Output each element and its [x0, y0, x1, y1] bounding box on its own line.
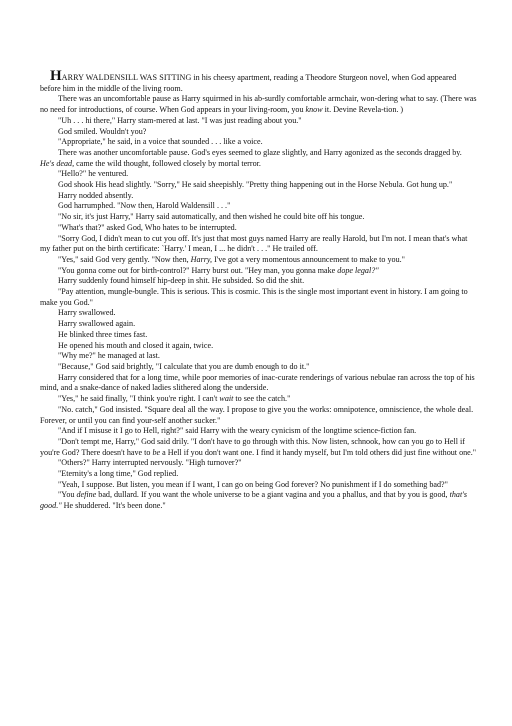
- text-run: "Hello?" he ventured.: [58, 169, 129, 179]
- opening-paragraph: [40, 68, 478, 94]
- text-run: God smiled. Wouldn't you?: [58, 126, 147, 136]
- text-run: Harry swallowed.: [58, 308, 116, 318]
- italic-run: Harry,: [190, 254, 213, 264]
- paragraph: [40, 127, 478, 138]
- paragraph: [40, 319, 478, 330]
- paragraph: [40, 148, 478, 169]
- text-run: Harry considered that for a long time, while poor memories of inac-curate renderings of various nebulae ran across the top of his mind, and a snake-dance of naked ladies slithered along the underside.: [40, 372, 475, 393]
- paragraph: [40, 426, 478, 437]
- text-run: There was another uncomfortable pause. God's eyes seemed to glaze slightly, and Harry agonized as the seconds dragged by.: [58, 147, 462, 157]
- paragraph: [40, 287, 478, 308]
- paragraph: [40, 330, 478, 341]
- text-run: "Others?" Harry interrupted nervously. "High turnover?": [58, 458, 242, 468]
- text-run: "You: [58, 490, 77, 500]
- text-run: "Appropriate," he said, in a voice that sounded . . . like a voice.: [58, 137, 263, 147]
- paragraph: [40, 94, 478, 115]
- text-run: Harry suddenly found himself hip-deep in shit. He subsided. So did the shit.: [58, 276, 305, 286]
- text-run: bad, dullard. If you want the whole universe to be a giant vagina and you a phallus, and that by you is good,: [96, 490, 450, 500]
- text-run: "Eternity's a long time," God replied.: [58, 469, 179, 479]
- paragraph: [40, 458, 478, 469]
- text-run: "And if I misuse it I go to Hell, right?" said Harry with the weary cynicism of the longtime science-fiction fan.: [58, 426, 417, 436]
- italic-run: be: [152, 447, 161, 457]
- text-run: I've got a very momentous announcement to make to you.": [212, 254, 405, 264]
- text-run: "Uh . . . hi there," Harry stam-mered at last. "I was just reading about you.": [58, 115, 302, 125]
- italic-run: He's dead,: [40, 158, 75, 168]
- paragraph: [40, 308, 478, 319]
- paragraph: [40, 276, 478, 287]
- paragraph: [40, 266, 478, 277]
- text-run: "What's that?" asked God, Who hates to be interrupted.: [58, 222, 237, 232]
- paragraph: [40, 362, 478, 373]
- paragraph: [40, 373, 478, 394]
- opening-caps: ARRY WALDENSILL WAS SITTING: [61, 73, 192, 82]
- paragraph: [40, 480, 478, 491]
- paragraph: [40, 394, 478, 405]
- text-run: God harrumphed. "Now then, Harold Waldensill . . .": [58, 201, 231, 211]
- paragraph: [40, 137, 478, 148]
- text-run: He shuddered. "It's been done.": [61, 501, 166, 511]
- text-run: "Yes," he said finally, "I think you're right. I can't: [58, 394, 220, 404]
- paragraph: [40, 223, 478, 234]
- drop-cap: H: [50, 68, 62, 84]
- text-run: "No sir, it's just Harry," Harry said automatically, and then wished he could bite off his tongue.: [58, 212, 365, 222]
- italic-run: wait: [219, 394, 234, 404]
- text-run: He blinked three times fast.: [58, 329, 148, 339]
- text-run: "Don't tempt me, Harry," God said drily. "I don't have to go through with this. Now listen, schnook, how can you go to Hell if you're God? There doesn't have to: [40, 436, 465, 457]
- text-run: to see the catch.": [233, 394, 291, 404]
- italic-run: know: [305, 105, 323, 115]
- text-run: "Why me?" he managed at last.: [58, 351, 160, 361]
- paragraph: [40, 169, 478, 180]
- text-run: "Pay attention, mungle-bungle. This is serious. This is cosmic. This is the single most important event in history. I am going to make you God.": [40, 287, 468, 307]
- paragraph: [40, 437, 478, 458]
- paragraph: [40, 351, 478, 362]
- paragraph: [40, 201, 478, 212]
- paragraph: [40, 405, 478, 426]
- paragraph: [40, 212, 478, 223]
- text-run: Harry swallowed again.: [58, 319, 136, 329]
- body-text: [40, 68, 478, 512]
- text-run: Harry nodded absently.: [58, 190, 134, 200]
- text-run: "Because," God said brightly, "I calculate that you are dumb enough to do it.": [58, 361, 310, 371]
- text-run: a Hell if you don't want one. I find it handy myself, but I'm told others did just fine without one.": [160, 447, 477, 457]
- paragraph: [40, 116, 478, 127]
- text-run: came the wild thought, followed closely by mortal terror.: [74, 158, 261, 168]
- text-run: "You gonna come out for birth-control?" Harry burst out. "Hey man, you gonna make: [58, 265, 338, 275]
- italic-run: dope legal?": [337, 265, 379, 275]
- text-run: "Yes," said God very gently. "Now then,: [58, 254, 191, 264]
- italic-run: that's good.": [40, 490, 468, 511]
- text-run: God shook His head slightly. "Sorry," He said sheepishly. "Pretty thing happening out in the Horse Nebula. Got hung up.": [58, 180, 453, 190]
- text-run: "No. catch," God insisted. "Square deal all the way. I propose to give you the works: omnipotence, omniscience, the whole deal. Forever, or until you can find your-self another sucker.": [40, 404, 474, 425]
- paragraph: [40, 255, 478, 266]
- paragraph: [40, 234, 478, 255]
- text-run: There was an uncomfortable pause as Harry squirmed in his ab-surdly comfortable armchair, won-dering what to say. (There was no need for introductions, of course. When God appears in your living-room, you: [40, 94, 477, 115]
- paragraph: [40, 180, 478, 191]
- text-run: it. Devine Revela-tion. ): [322, 105, 404, 115]
- paragraph: [40, 490, 478, 511]
- text-run: "Yeah, I suppose. But listen, you mean if I want, I can go on being God forever? No punishment if I do something bad?": [58, 479, 448, 489]
- italic-run: define: [76, 490, 97, 500]
- text-run: "Sorry God, I didn't mean to cut you off. It's just that most guys named Harry are really Harold, but I'm not. I mean that's what my father put on the birth certificate: `Harry.' I mean, I ... he didn't . . ." He trailed off.: [40, 233, 468, 254]
- text-run: He opened his mouth and closed it again, twice.: [58, 340, 214, 350]
- opening-rest: in his cheesy apartment, reading a Theodore Sturgeon novel, when God appeared before him in the middle of the living room.: [40, 73, 457, 93]
- paragraph: [40, 469, 478, 480]
- paragraph: [40, 341, 478, 352]
- paragraph: [40, 191, 478, 202]
